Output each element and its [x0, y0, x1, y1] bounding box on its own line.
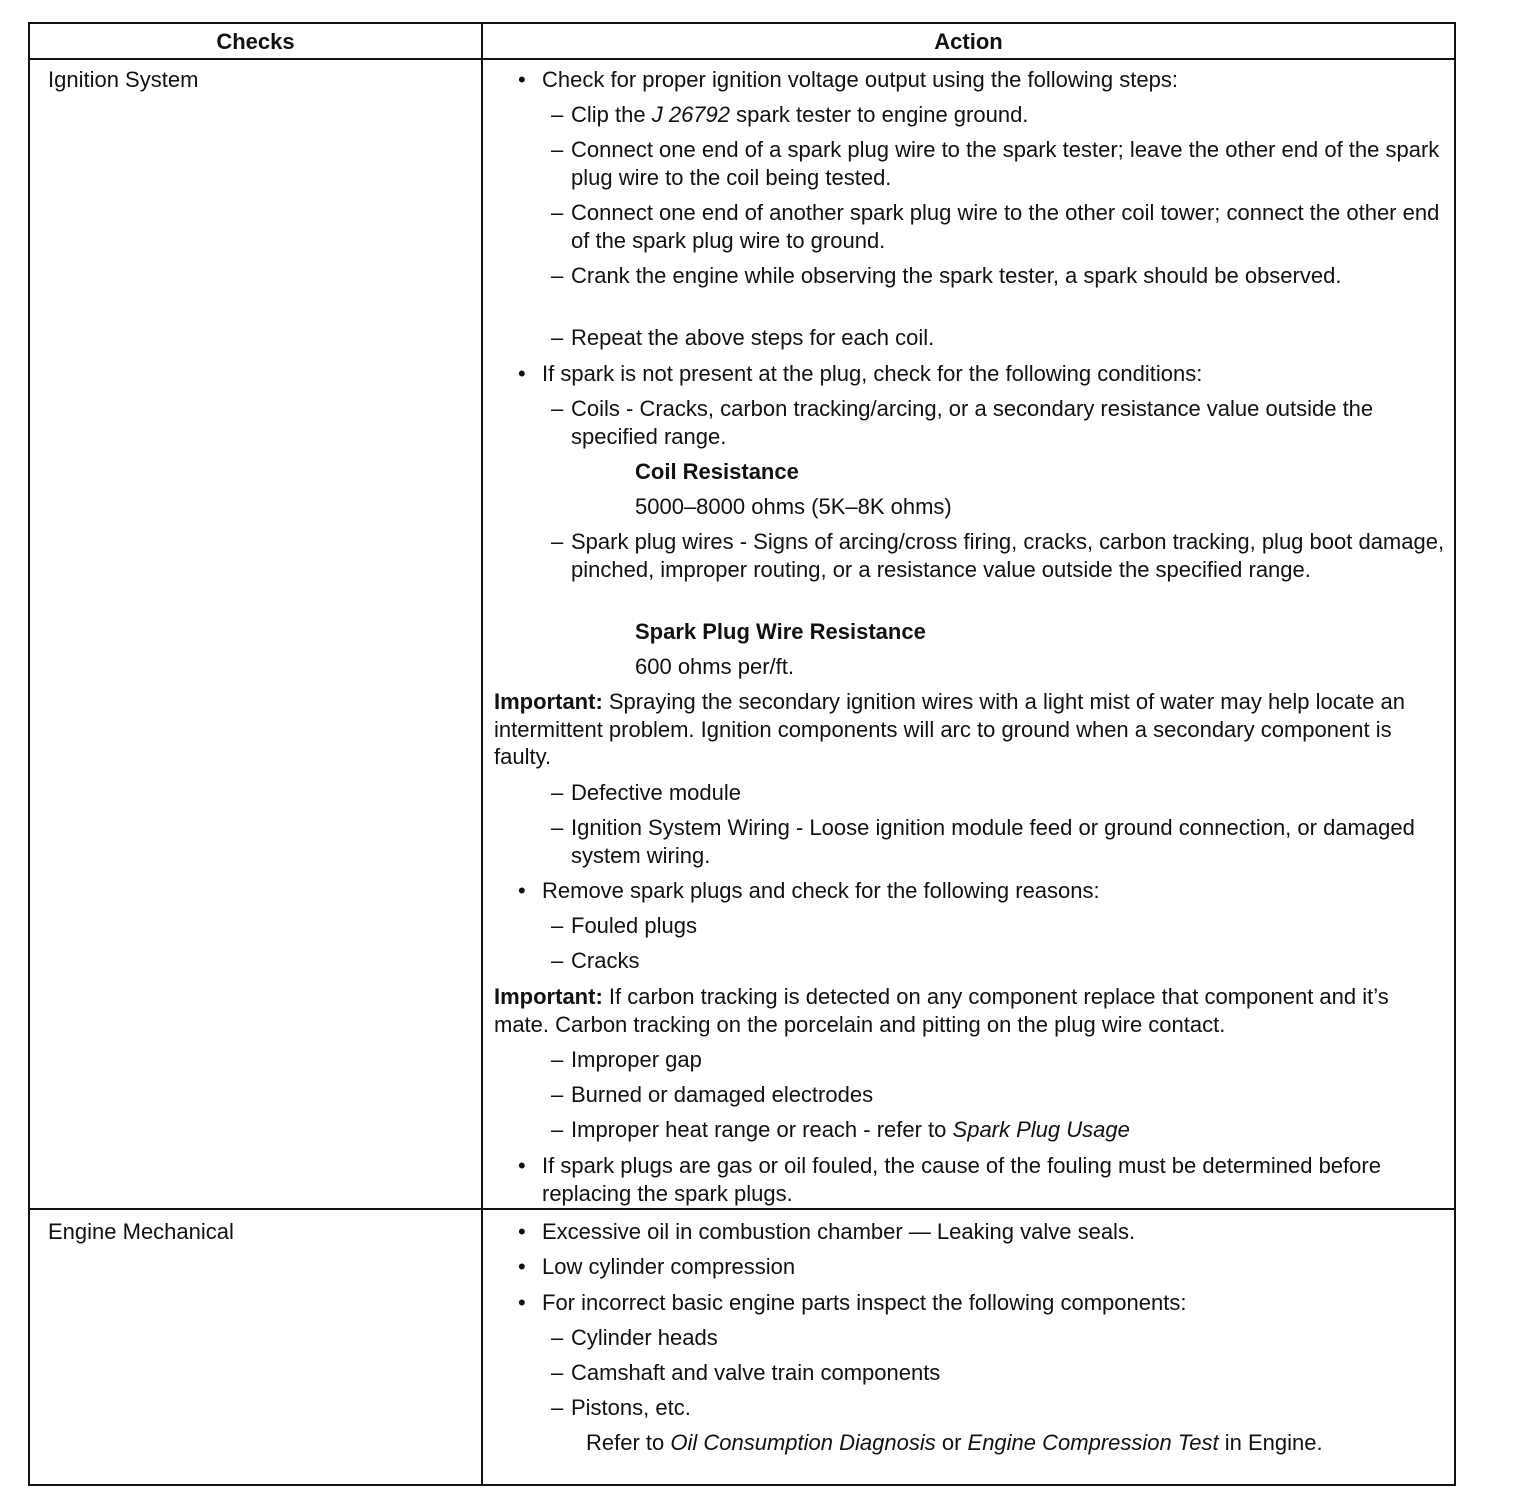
bullet-item: • Excessive oil in combustion chamber — Leaking valve seals.	[518, 1219, 1136, 1244]
bullet-item: • Low cylinder compression	[518, 1254, 796, 1279]
column-divider	[481, 24, 483, 1484]
dash-glyph: –	[551, 780, 564, 805]
doc-reference: Engine Compression Test	[967, 1430, 1219, 1455]
dash-glyph: –	[551, 263, 564, 288]
dash-glyph: –	[551, 102, 564, 127]
dash-item: – Pistons, etc.	[551, 1395, 691, 1420]
check-engine-mechanical: Engine Mechanical	[48, 1219, 234, 1244]
dash-glyph: –	[551, 200, 564, 225]
dash-glyph: –	[551, 1047, 564, 1072]
tool-reference: J 26792	[651, 102, 731, 127]
dash-item: – Clip the J 26792 spark tester to engine ground.	[551, 102, 1029, 127]
dash-item: – Fouled plugs	[551, 913, 697, 938]
checks-action-table	[28, 22, 1456, 1486]
important-note: Important: If carbon tracking is detected on any component replace that component and it’s mate. Carbon tracking on the porcelain and pitting on the plug wire contact.	[494, 984, 1389, 1037]
header-divider	[30, 58, 1454, 60]
dash-item: – Ignition System Wiring - Loose ignition module feed or ground connection, or damaged system wiring.	[551, 815, 1415, 868]
spec-label: Spark Plug Wire Resistance	[635, 619, 926, 644]
dash-item: – Repeat the above steps for each coil.	[551, 325, 935, 350]
bullet-glyph: •	[518, 878, 526, 903]
dash-glyph: –	[551, 1082, 564, 1107]
header-action: Action	[934, 29, 1003, 54]
dash-item: – Connect one end of a spark plug wire to the spark tester; leave the other end of the spark plug wire to the coil being tested.	[551, 137, 1440, 190]
dash-glyph: –	[551, 137, 564, 162]
dash-glyph: –	[551, 1117, 564, 1142]
spec-label: Coil Resistance	[635, 459, 799, 484]
header-checks: Checks	[216, 29, 295, 54]
spec-value: 600 ohms per/ft.	[635, 654, 794, 679]
bullet-glyph: •	[518, 1254, 526, 1279]
dash-item: – Cracks	[551, 948, 640, 973]
dash-glyph: –	[551, 948, 564, 973]
dash-item: – Coils - Cracks, carbon tracking/arcing, or a secondary resistance value outside the specified range.	[551, 396, 1374, 449]
bullet-glyph: •	[518, 1153, 526, 1178]
doc-reference: Spark Plug Usage	[952, 1117, 1130, 1142]
dash-glyph: –	[551, 1325, 564, 1350]
dash-glyph: –	[551, 529, 564, 554]
dash-item: – Improper heat range or reach - refer to Spark Plug Usage	[551, 1117, 1130, 1142]
check-ignition-system: Ignition System	[48, 67, 199, 92]
dash-glyph: –	[551, 815, 564, 840]
dash-glyph: –	[551, 1395, 564, 1420]
dash-item: – Defective module	[551, 780, 741, 805]
bullet-item: • If spark is not present at the plug, check for the following conditions:	[518, 361, 1203, 386]
dash-item: – Improper gap	[551, 1047, 702, 1072]
bullet-glyph: •	[518, 1290, 526, 1315]
row-divider	[30, 1208, 1454, 1210]
bullet-item: • Check for proper ignition voltage output using the following steps:	[518, 67, 1178, 92]
bullet-item: • If spark plugs are gas or oil fouled, the cause of the fouling must be determined before replacing the spark plugs.	[518, 1153, 1381, 1206]
dash-item: – Connect one end of another spark plug wire to the other coil tower; connect the other end of the spark plug wire to ground.	[551, 200, 1440, 253]
bullet-glyph: •	[518, 361, 526, 386]
dash-item: – Camshaft and valve train components	[551, 1360, 941, 1385]
dash-item: – Cylinder heads	[551, 1325, 718, 1350]
reference-note: Refer to Oil Consumption Diagnosis or Engine Compression Test in Engine.	[586, 1430, 1323, 1455]
bullet-item: • Remove spark plugs and check for the following reasons:	[518, 878, 1100, 903]
bullet-glyph: •	[518, 67, 526, 92]
dash-glyph: –	[551, 396, 564, 421]
bullet-glyph: •	[518, 1219, 526, 1244]
dash-item: – Spark plug wires - Signs of arcing/cross firing, cracks, carbon tracking, plug boot damage, pinched, improper routing, or a resistance value outside the specified range.	[551, 529, 1445, 582]
dash-item: – Crank the engine while observing the spark tester, a spark should be observed.	[551, 263, 1342, 288]
spec-value: 5000–8000 ohms (5K–8K ohms)	[635, 494, 952, 519]
dash-item: – Burned or damaged electrodes	[551, 1082, 874, 1107]
bullet-item: • For incorrect basic engine parts inspect the following components:	[518, 1290, 1187, 1315]
important-note: Important: Spraying the secondary ignition wires with a light mist of water may help locate an intermittent problem. Ignition components will arc to ground when a secondary component is faulty.	[494, 689, 1405, 769]
doc-reference: Oil Consumption Diagnosis	[670, 1430, 936, 1455]
dash-glyph: –	[551, 325, 564, 350]
dash-glyph: –	[551, 913, 564, 938]
dash-glyph: –	[551, 1360, 564, 1385]
